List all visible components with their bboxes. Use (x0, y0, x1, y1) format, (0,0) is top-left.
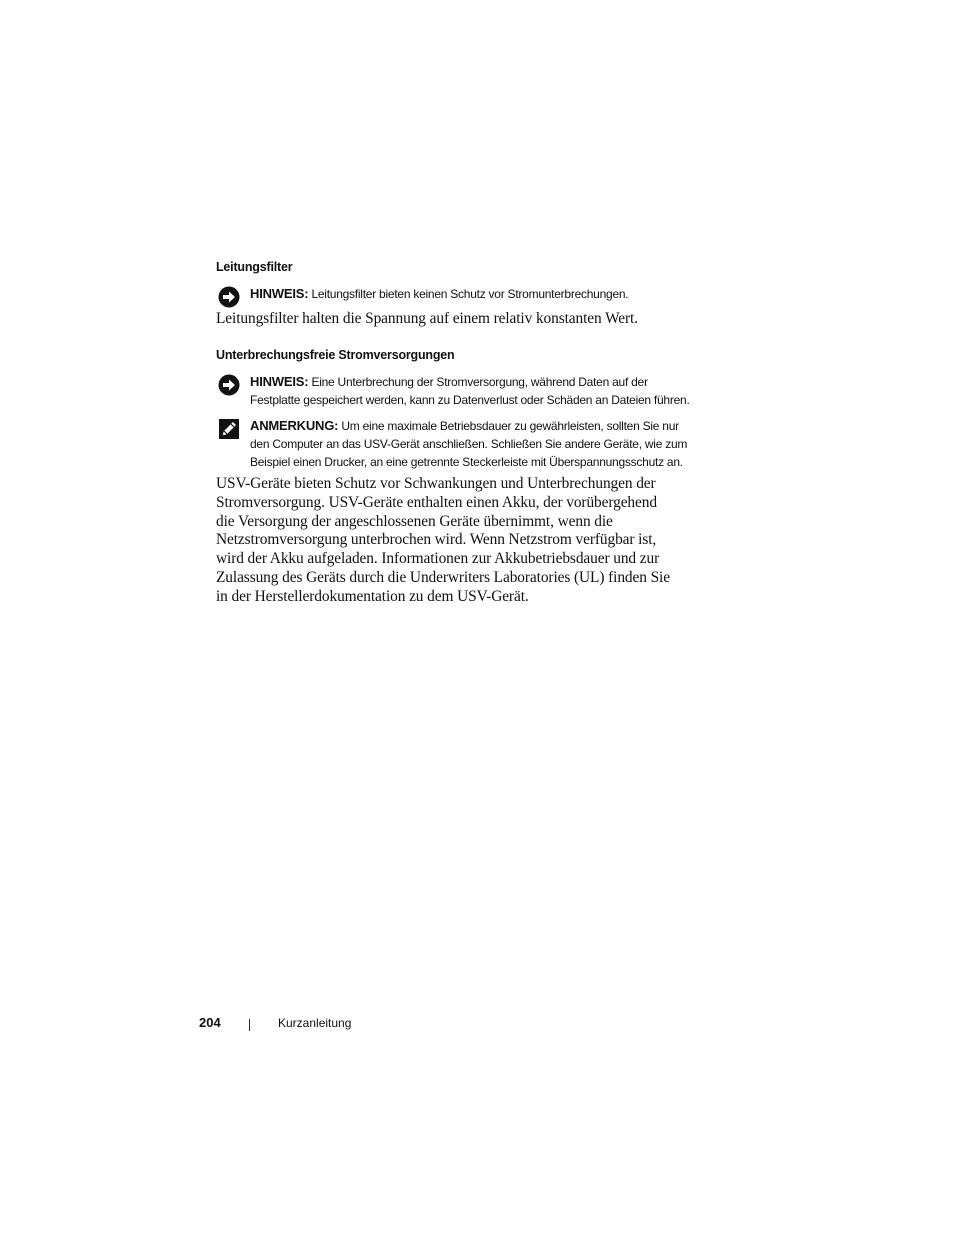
paragraph-line: in der Herstellerdokumentation zu dem USV-Gerät. (216, 587, 529, 605)
notice-label: HINWEIS: (250, 374, 309, 389)
paragraph-line: Stromversorgung. USV-Geräte enthalten einen Akku, der vorübergehend (216, 493, 657, 511)
notice-arrow-icon (218, 286, 240, 308)
footer-separator (249, 1019, 250, 1031)
note-text (250, 417, 736, 471)
paragraph-line: die Versorgung der angeschlossenen Geräte übernimmt, wenn die (216, 512, 613, 530)
notice-label: HINWEIS: (250, 286, 309, 301)
notice-body: Leitungsfilter bieten keinen Schutz vor Stromunterbrechungen. (311, 287, 629, 301)
notice-box (216, 373, 736, 409)
note-body-line: den Computer an das USV-Gerät anschließen. Schließen Sie andere Geräte, wie zum (250, 437, 688, 451)
body-paragraph-leitungsfilter: Leitungsfilter halten die Spannung auf einem relativ konstanten Wert. (216, 310, 638, 327)
note-body-line: Beispiel einen Drucker, an eine getrennte Steckerleiste mit Überspannungsschutz an. (250, 455, 683, 469)
paragraph-line: Netzstromversorgung unterbrochen wird. Wenn Netzstrom verfügbar ist, (216, 531, 657, 549)
section-heading-leitungsfilter: Leitungsfilter (216, 260, 293, 274)
paragraph-line: Zulassung des Geräts durch die Underwriters Laboratories (UL) finden Sie (216, 568, 670, 586)
notice-arrow-icon (218, 374, 240, 396)
notice-box (216, 285, 736, 303)
notice-text (250, 373, 736, 409)
section-heading-usv: Unterbrechungsfreie Stromversorgungen (216, 348, 455, 362)
paragraph-line: wird der Akku aufgeladen. Informationen zur Akkubetriebsdauer und zur (216, 550, 660, 568)
notice-body-line: Festplatte gespeichert werden, kann zu Datenverlust oder Schäden an Dateien führen. (250, 393, 690, 407)
note-pencil-icon (218, 418, 240, 440)
notice-body-line: Eine Unterbrechung der Stromversorgung, während Daten auf der (311, 375, 648, 389)
page-number: 204 (199, 1015, 221, 1030)
note-label: ANMERKUNG: (250, 418, 339, 433)
paragraph-line: USV-Geräte bieten Schutz vor Schwankungen und Unterbrechungen der (216, 475, 656, 492)
body-paragraph-usv (216, 475, 716, 607)
notice-text (250, 285, 736, 303)
note-box (216, 417, 736, 471)
footer-title: Kurzanleitung (278, 1016, 352, 1030)
note-body-line: Um eine maximale Betriebsdauer zu gewährleisten, sollten Sie nur (341, 419, 679, 433)
